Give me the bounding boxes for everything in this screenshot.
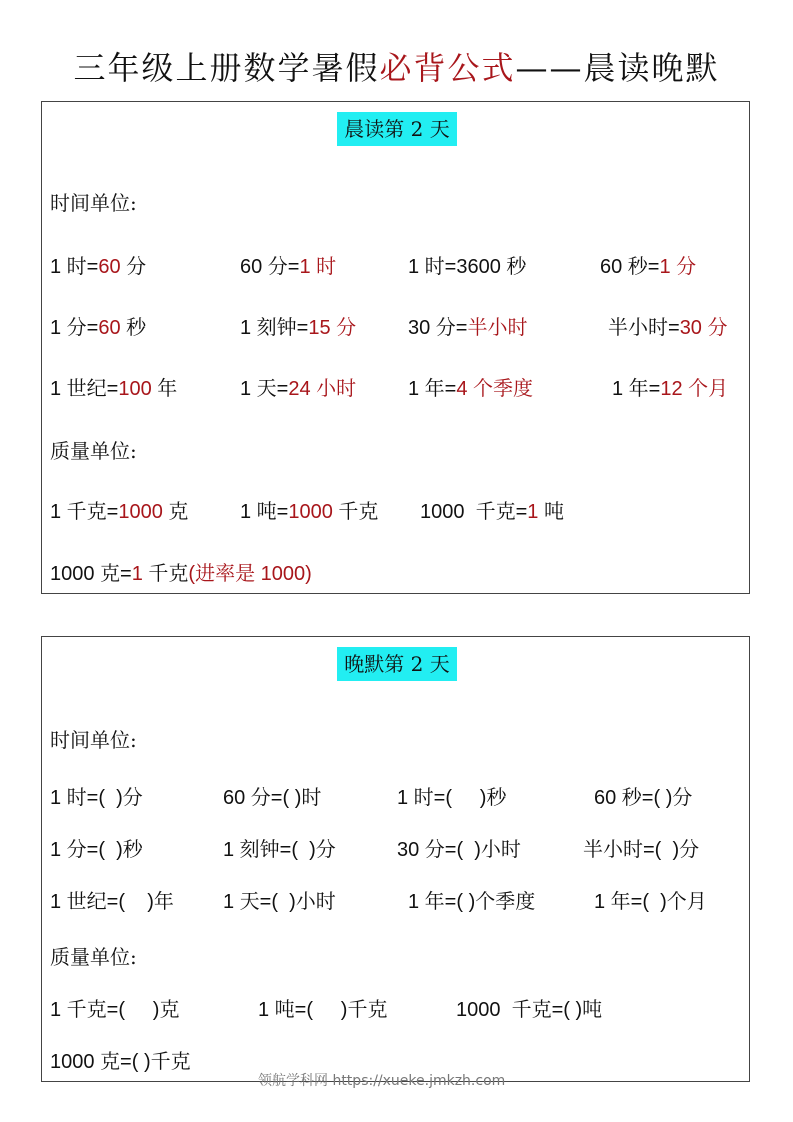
formula: 1 吨=1000 千克 xyxy=(240,501,379,523)
fill-blank-row xyxy=(42,995,751,1025)
fill-blank: 60 分=( )时 xyxy=(223,787,322,809)
fill-blank: 1 时=( )分 xyxy=(50,787,143,809)
evening-recall-box xyxy=(41,636,750,1082)
formula: 1 千克=1000 克 xyxy=(50,501,189,523)
formula: 60 秒=1 分 xyxy=(600,256,697,278)
section-heading: 质量单位: xyxy=(50,439,137,463)
fill-blank: 30 分=( )小时 xyxy=(397,839,521,861)
formula: 1 世纪=100 年 xyxy=(50,378,178,400)
fill-blank: 1 分=( )秒 xyxy=(50,839,143,861)
page-title xyxy=(0,46,793,90)
fill-blank: 1 世纪=( )年 xyxy=(50,891,174,913)
fill-blank: 半小时=( )分 xyxy=(583,839,700,861)
fill-blank-row xyxy=(42,887,751,917)
fill-blank: 1 吨=( )千克 xyxy=(258,999,388,1021)
fill-blank: 1 天=( )小时 xyxy=(223,891,336,913)
formula: 1 天=24 小时 xyxy=(240,378,357,400)
formula: 1 刻钟=15 分 xyxy=(240,317,357,339)
formula: 60 分=1 时 xyxy=(240,256,337,278)
formula: 1 年=4 个季度 xyxy=(408,378,534,400)
watermark: 领航学科网 https://xueke.jmkzh.com xyxy=(258,1073,506,1089)
formula: 1 分=60 秒 xyxy=(50,317,147,339)
formula: 30 分=半小时 xyxy=(408,317,528,339)
fill-blank: 1000 千克=( )吨 xyxy=(456,999,603,1021)
fill-blank: 1 年=( )个季度 xyxy=(408,891,536,913)
formula-row xyxy=(42,559,751,589)
formula-row xyxy=(42,313,751,343)
formula: 1 时=3600 秒 xyxy=(408,256,527,278)
formula-row xyxy=(42,252,751,282)
formula-row xyxy=(42,374,751,404)
formula: 1000 克=1 千克(进率是 1000) xyxy=(50,563,312,585)
formula: 1 年=12 个月 xyxy=(612,378,729,400)
morning-reading-box xyxy=(41,101,750,594)
fill-blank-row xyxy=(42,783,751,813)
section-heading: 时间单位: xyxy=(50,728,137,752)
fill-blank: 1000 克=( )千克 xyxy=(50,1051,191,1073)
formula: 1 时=60 分 xyxy=(50,256,147,278)
section-heading: 质量单位: xyxy=(50,945,137,969)
title-text: 三年级上册数学暑假 xyxy=(73,49,380,87)
title-suffix: ——晨读晚默 xyxy=(515,49,720,87)
title-highlight: 必背公式 xyxy=(379,49,516,87)
formula-row xyxy=(42,497,751,527)
fill-blank: 1 年=( )个月 xyxy=(594,891,707,913)
day-tag: 晨读第 2 天 xyxy=(337,112,457,146)
section-heading: 时间单位: xyxy=(50,191,137,215)
fill-blank: 1 时=( )秒 xyxy=(397,787,507,809)
formula: 1000 千克=1 吨 xyxy=(420,501,564,523)
formula: 半小时=30 分 xyxy=(608,317,728,339)
day-tag: 晚默第 2 天 xyxy=(337,647,457,681)
fill-blank: 1 千克=( )克 xyxy=(50,999,180,1021)
fill-blank: 1 刻钟=( )分 xyxy=(223,839,336,861)
fill-blank: 60 秒=( )分 xyxy=(594,787,693,809)
fill-blank-row xyxy=(42,835,751,865)
